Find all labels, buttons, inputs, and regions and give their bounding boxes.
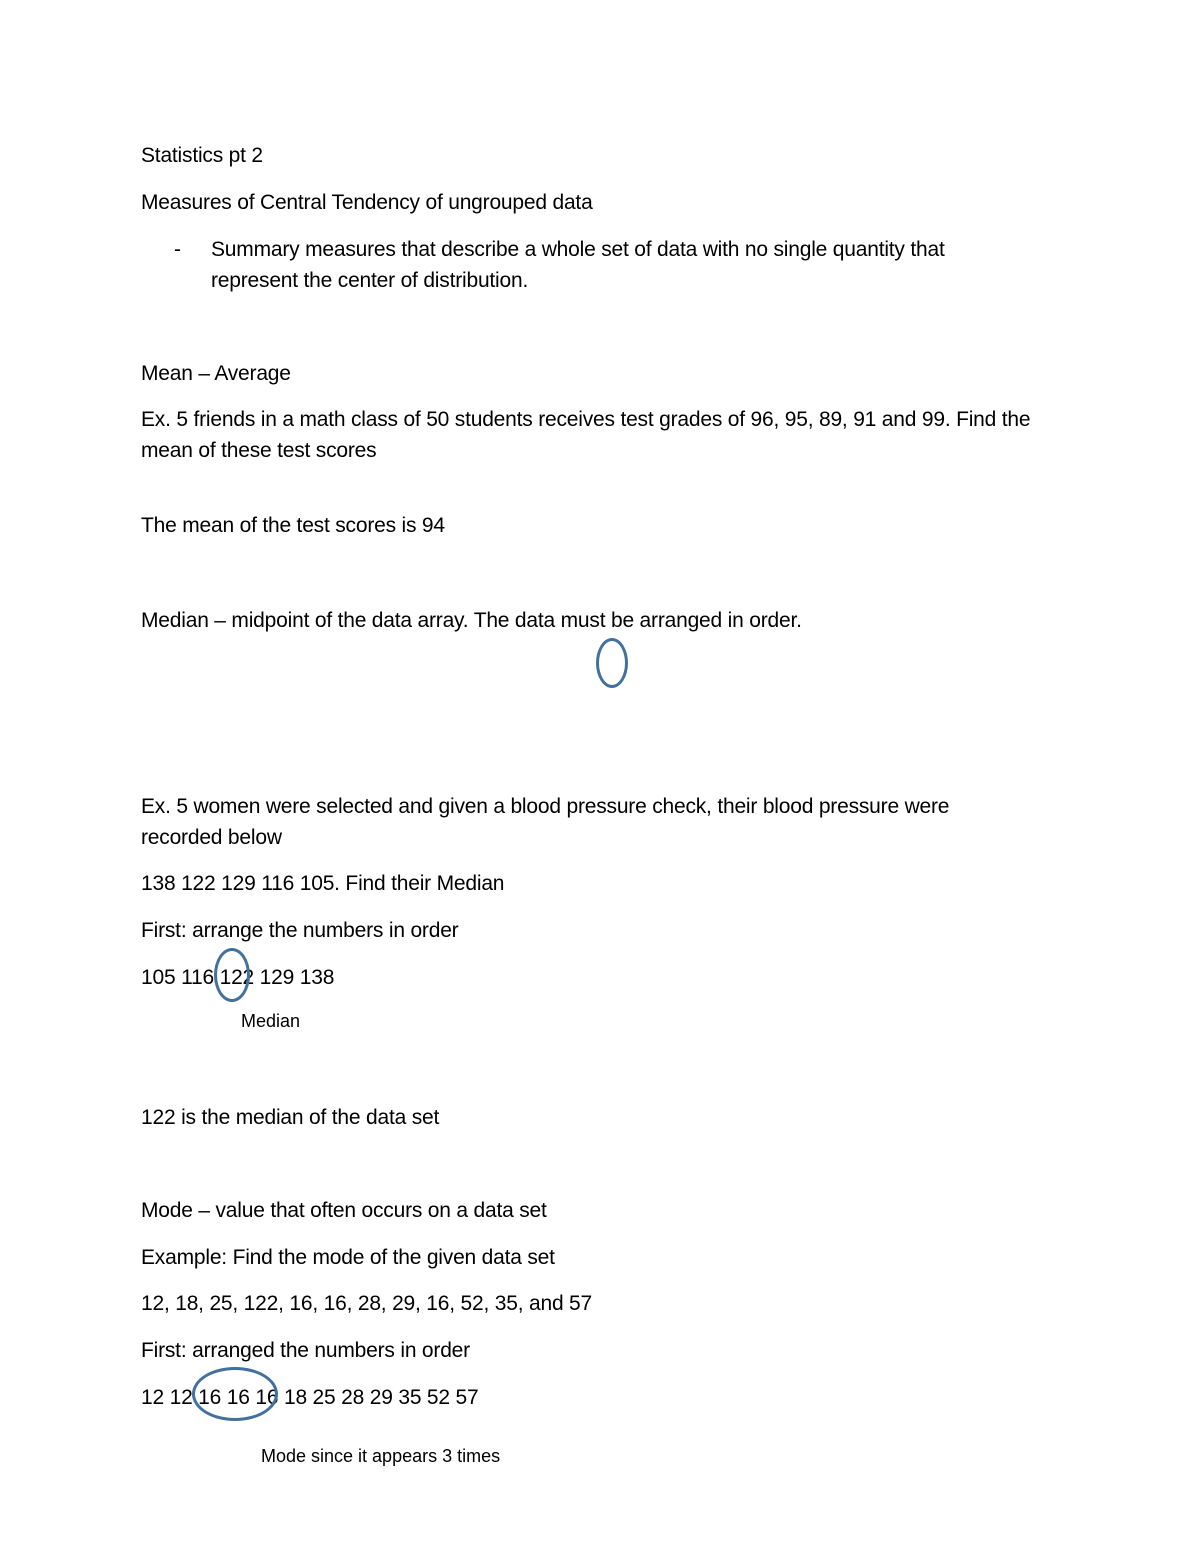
- median-ordered-values: 105 116 122 129 138: [141, 966, 335, 989]
- median-example: Ex. 5 women were selected and given a blood pressure check, their blood pressure were recorded below: [141, 795, 950, 849]
- median-annotation: Median: [241, 1011, 301, 1031]
- mode-values-line: 12, 18, 25, 122, 16, 16, 28, 29, 16, 52, 35, and 57: [141, 1292, 593, 1315]
- mode-heading: Mode – value that often occurs on a data set: [141, 1199, 547, 1222]
- mode-circle-mark: [192, 1367, 278, 1421]
- mode-example: Example: Find the mode of the given data set: [141, 1246, 555, 1269]
- stray-circle-mark: [596, 638, 628, 688]
- mode-ordered-values: 12 12 16 16 16 18 25 28 29 35 52 57: [141, 1386, 479, 1409]
- mean-answer: The mean of the test scores is 94: [141, 514, 445, 537]
- median-heading: Median – midpoint of the data array. The data must be arranged in order.: [141, 609, 802, 632]
- median-answer: 122 is the median of the data set: [141, 1106, 440, 1129]
- mode-step1: First: arranged the numbers in order: [141, 1339, 470, 1362]
- bullet-text: Summary measures that describe a whole set of data with no single quantity that represent the center of distribution.: [211, 238, 945, 292]
- median-circle-mark: [214, 948, 250, 1002]
- median-step1: First: arrange the numbers in order: [141, 919, 459, 942]
- mean-example: Ex. 5 friends in a math class of 50 students receives test grades of 96, 95, 89, 91 and 99. Find the mean of these test scores: [141, 408, 1031, 462]
- median-values-line: 138 122 129 116 105. Find their Median: [141, 872, 505, 895]
- section-heading: Measures of Central Tendency of ungrouped data: [141, 191, 593, 214]
- document-title: Statistics pt 2: [141, 144, 263, 167]
- mode-annotation: Mode since it appears 3 times: [261, 1446, 501, 1466]
- bullet-marker: -: [174, 238, 181, 261]
- mean-heading: Mean – Average: [141, 362, 291, 385]
